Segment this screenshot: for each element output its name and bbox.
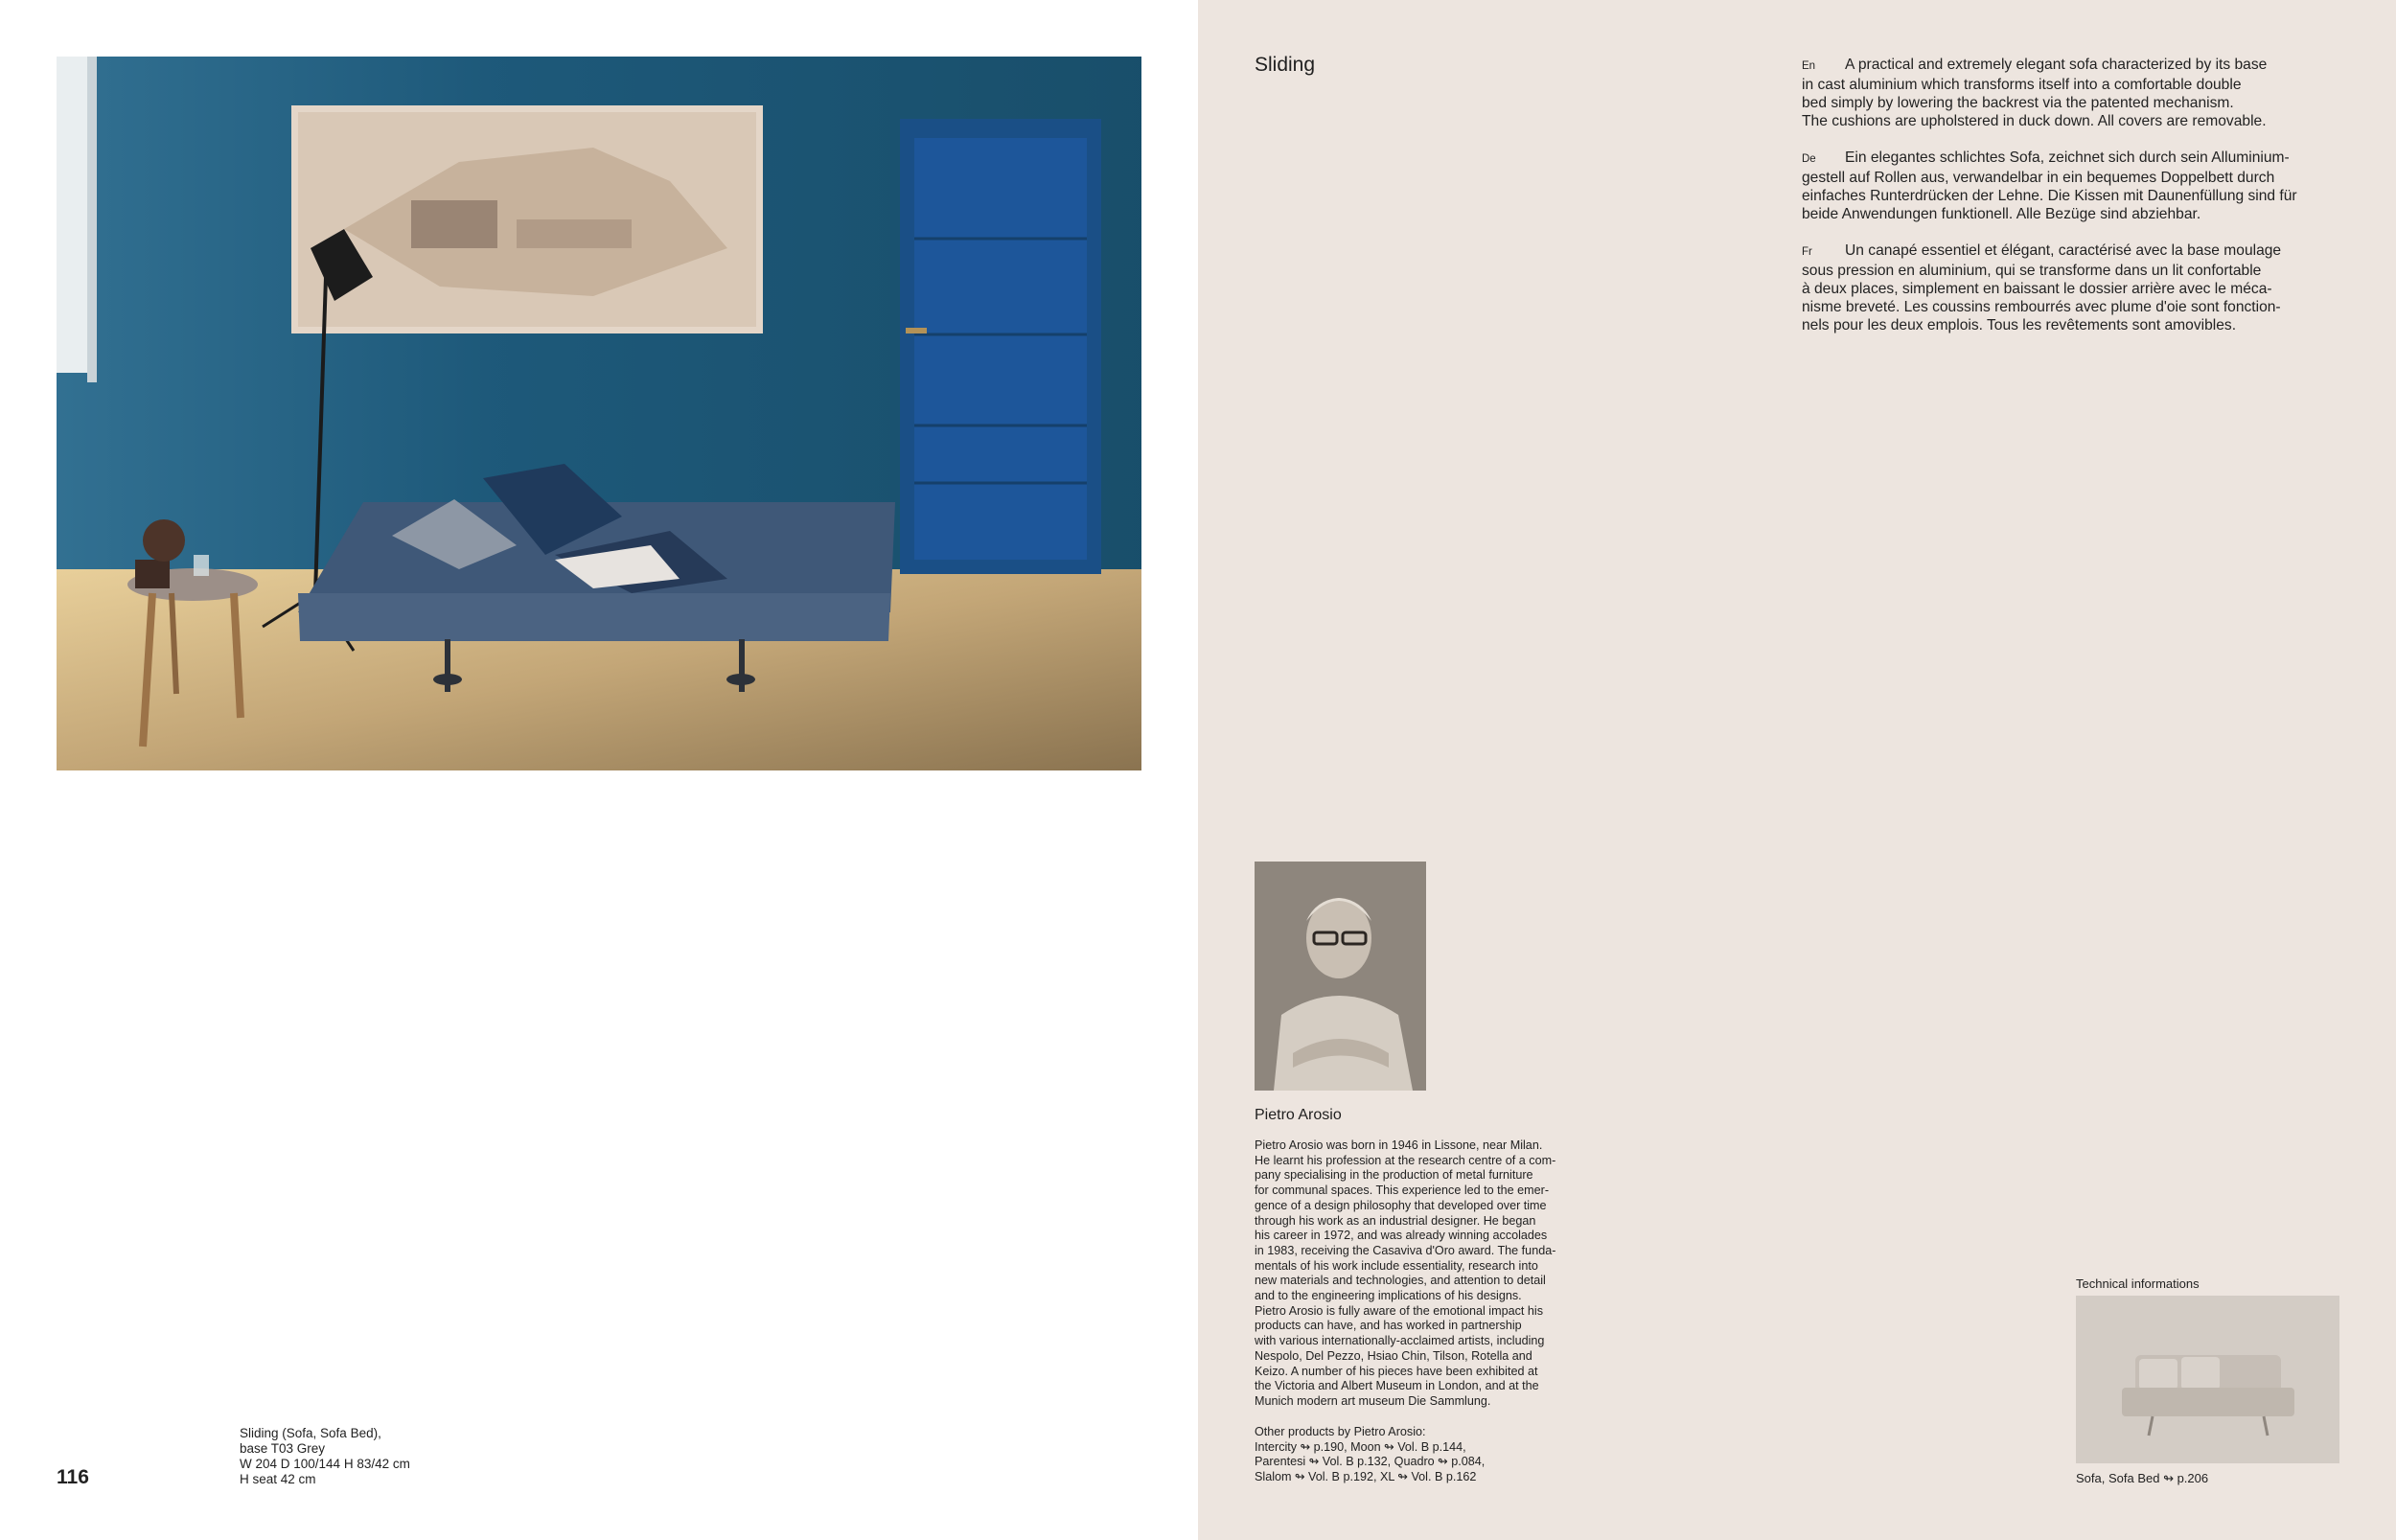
bio-line: through his work as an industrial designer. He began: [1255, 1213, 1536, 1228]
interior-photo-illustration: [57, 57, 1141, 770]
page-number: 116: [57, 1466, 89, 1488]
designer-name: Pietro Arosio: [1255, 1107, 1342, 1123]
bio-line: the Victoria and Albert Museum in London, and at the: [1255, 1379, 1539, 1393]
caption-line: H seat 42 cm: [240, 1472, 316, 1486]
designer-portrait: [1255, 862, 1426, 1091]
description-line: bed simply by lowering the backrest via the patented mechanism.: [1802, 95, 2234, 111]
bio-line: new materials and technologies, and attention to detail: [1255, 1274, 1546, 1288]
description-line: à deux places, simplement en baissant le dossier arrière avec le méca-: [1802, 281, 2272, 297]
description-line: gestell auf Rollen aus, verwandelbar in ein bequemes Doppelbett durch: [1802, 170, 2275, 186]
product-title: Sliding: [1255, 54, 1316, 76]
portrait-illustration: [1255, 862, 1426, 1091]
description-line: En A practical and extremely elegant sofa characterized by its base: [1802, 57, 2267, 73]
interior-photo: [57, 57, 1141, 770]
language-code: Fr: [1802, 246, 1812, 258]
description-de: [1802, 149, 2348, 223]
bio-line: mentals of his work include essentiality, research into: [1255, 1258, 1538, 1273]
technical-caption[interactable]: Sofa, Sofa Bed ↬ p.206: [2076, 1471, 2209, 1485]
other-products-line: Slalom ↬ Vol. B p.192, XL ↬ Vol. B p.162: [1255, 1470, 1477, 1484]
caption-line: Sliding (Sofa, Sofa Bed),: [240, 1426, 381, 1440]
description-line: sous pression en aluminium, qui se transforme dans un lit confortable: [1802, 263, 2262, 279]
designer-bio: [1255, 1138, 1619, 1410]
caption-line: W 204 D 100/144 H 83/42 cm: [240, 1457, 410, 1471]
description-line: Fr Un canapé essentiel et élégant, caractérisé avec la base moulage: [1802, 242, 2281, 259]
description-line: beide Anwendungen funktionell. Alle Bezüge sind abziehbar.: [1802, 206, 2201, 222]
bio-line: Pietro Arosio was born in 1946 in Lissone, near Milan.: [1255, 1138, 1543, 1152]
bio-line: Munich modern art museum Die Sammlung.: [1255, 1393, 1491, 1408]
bio-line: his career in 1972, and was already winning accolades: [1255, 1229, 1548, 1243]
description-line: in cast aluminium which transforms itself into a comfortable double: [1802, 77, 2242, 93]
product-descriptions: [1802, 56, 2348, 353]
other-products-line: Parentesi ↬ Vol. B p.132, Quadro ↬ p.084,: [1255, 1455, 1486, 1469]
bio-line: for communal spaces. This experience led to the emer-: [1255, 1184, 1550, 1198]
description-line: The cushions are upholstered in duck down. All covers are removable.: [1802, 113, 2267, 129]
description-en: [1802, 56, 2348, 130]
language-code: De: [1802, 153, 1816, 165]
technical-info-label: Technical informations: [2076, 1276, 2200, 1291]
language-code: En: [1802, 60, 1816, 72]
description-line: nisme breveté. Les coussins rembourrés avec plume d'oie sont fonction-: [1802, 299, 2281, 315]
bio-line: Keizo. A number of his pieces have been exhibited at: [1255, 1364, 1538, 1378]
technical-drawing: [2076, 1296, 2339, 1463]
other-products: [1255, 1425, 1485, 1485]
other-products-line: Intercity ↬ p.190, Moon ↬ Vol. B p.144,: [1255, 1439, 1466, 1454]
bio-line: with various internationally-acclaimed artists, including: [1255, 1334, 1545, 1348]
description-line: De Ein elegantes schlichtes Sofa, zeichnet sich durch sein Alluminium-: [1802, 149, 2290, 166]
description-line: nels pour les deux emplois. Tous les revêtements sont amovibles.: [1802, 317, 2237, 333]
bio-line: gence of a design philosophy that developed over time: [1255, 1198, 1547, 1212]
bio-line: Pietro Arosio is fully aware of the emotional impact his: [1255, 1303, 1543, 1318]
sofa-drawing-icon: [2076, 1296, 2339, 1463]
bio-line: products can have, and has worked in partnership: [1255, 1319, 1522, 1333]
bio-line: He learnt his profession at the research centre of a com-: [1255, 1153, 1556, 1167]
bio-line: and to the engineering implications of his designs.: [1255, 1289, 1522, 1303]
description-fr: [1802, 241, 2348, 334]
caption-line: base T03 Grey: [240, 1441, 326, 1456]
bio-line: in 1983, receiving the Casaviva d'Oro award. The funda-: [1255, 1243, 1556, 1257]
photo-caption: [240, 1426, 410, 1487]
bio-line: pany specialising in the production of metal furniture: [1255, 1168, 1533, 1183]
description-line: einfaches Runterdrücken der Lehne. Die Kissen mit Daunenfüllung sind für: [1802, 188, 2297, 204]
other-products-heading: Other products by Pietro Arosio:: [1255, 1425, 1426, 1438]
bio-line: Nespolo, Del Pezzo, Hsiao Chin, Tilson, Rotella and: [1255, 1348, 1532, 1363]
